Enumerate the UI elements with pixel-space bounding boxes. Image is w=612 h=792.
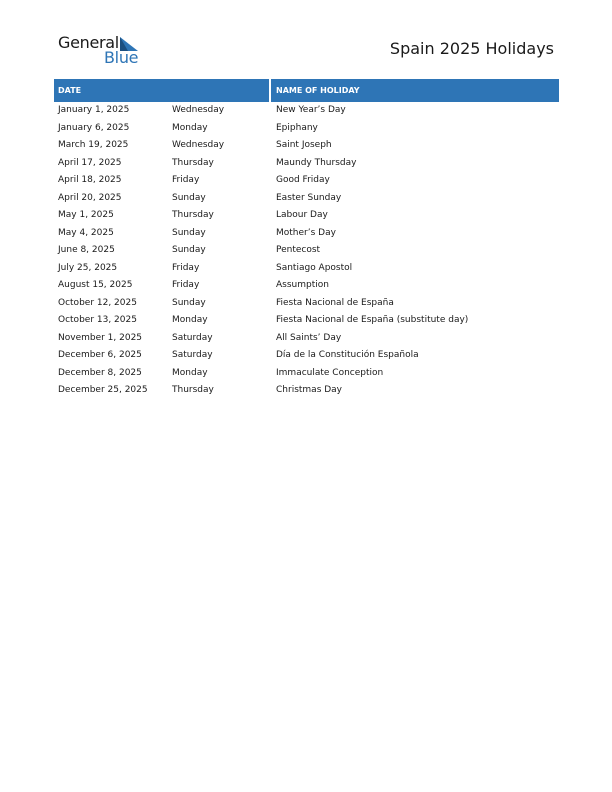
logo-word-blue: Blue	[104, 48, 139, 67]
holiday-weekday: Saturday	[172, 350, 213, 360]
holiday-date: December 25, 2025	[58, 385, 148, 395]
holiday-date: January 6, 2025	[58, 122, 130, 133]
holiday-date: March 19, 2025	[58, 140, 129, 150]
holiday-weekday: Sunday	[172, 227, 206, 238]
table-row	[54, 330, 559, 348]
table-row	[54, 242, 559, 260]
holiday-weekday: Wednesday	[172, 140, 225, 150]
holiday-name: Christmas Day	[276, 385, 343, 395]
holiday-date: May 4, 2025	[58, 227, 114, 238]
holiday-date: January 1, 2025	[58, 105, 130, 115]
holiday-table	[54, 79, 559, 400]
holiday-weekday: Friday	[172, 175, 200, 185]
table-header	[54, 79, 559, 102]
holiday-name: Mother’s Day	[276, 227, 336, 238]
table-row	[54, 365, 559, 383]
table-row	[54, 102, 559, 120]
holiday-date: October 12, 2025	[58, 297, 137, 308]
holiday-name: Assumption	[276, 280, 329, 290]
holiday-name: Good Friday	[276, 175, 330, 185]
holiday-weekday: Sunday	[172, 192, 206, 203]
holiday-name: Maundy Thursday	[276, 157, 357, 168]
holiday-name: Fiesta Nacional de España (substitute day)	[276, 315, 469, 325]
table-row	[54, 207, 559, 225]
table-row	[54, 347, 559, 365]
holiday-name: All Saints’ Day	[276, 332, 342, 343]
holiday-name: Día de la Constitución Española	[276, 350, 419, 360]
table-body	[54, 102, 559, 400]
holiday-date: December 8, 2025	[58, 367, 142, 378]
holiday-date: April 17, 2025	[58, 157, 122, 168]
holiday-weekday: Friday	[172, 280, 200, 290]
table-row	[54, 137, 559, 155]
table-row	[54, 312, 559, 330]
holiday-weekday: Monday	[172, 367, 208, 378]
table-row	[54, 155, 559, 173]
holiday-date: April 20, 2025	[58, 192, 122, 203]
table-row	[54, 382, 559, 400]
holiday-weekday: Friday	[172, 262, 200, 273]
holiday-date: June 8, 2025	[58, 245, 115, 255]
column-header-holiday-name: NAME OF HOLIDAY	[276, 86, 360, 95]
holiday-name: Immaculate Conception	[276, 367, 384, 378]
holiday-name: New Year’s Day	[276, 105, 346, 115]
table-row	[54, 190, 559, 208]
holiday-name: Labour Day	[276, 210, 328, 220]
holiday-date: November 1, 2025	[58, 332, 143, 343]
page-title: Spain 2025 Holidays	[389, 39, 554, 58]
table-row	[54, 120, 559, 138]
header-divider	[269, 79, 271, 102]
holiday-date: April 18, 2025	[58, 175, 122, 185]
holiday-name: Saint Joseph	[276, 140, 332, 150]
holiday-name: Fiesta Nacional de España	[276, 297, 394, 308]
holiday-weekday: Wednesday	[172, 105, 225, 115]
holiday-date: July 25, 2025	[58, 262, 118, 273]
table-row	[54, 225, 559, 243]
holiday-weekday: Thursday	[172, 157, 214, 168]
holiday-weekday: Thursday	[172, 385, 214, 395]
holiday-name: Easter Sunday	[276, 192, 342, 203]
brand-logo	[58, 34, 148, 68]
holiday-date: May 1, 2025	[58, 210, 114, 220]
table-row	[54, 295, 559, 313]
holiday-weekday: Thursday	[172, 210, 214, 220]
holiday-date: August 15, 2025	[58, 280, 133, 290]
holiday-weekday: Monday	[172, 122, 208, 133]
holiday-weekday: Monday	[172, 315, 208, 325]
holiday-date: October 13, 2025	[58, 315, 137, 325]
holiday-name: Pentecost	[276, 245, 321, 255]
holiday-weekday: Sunday	[172, 297, 206, 308]
holiday-weekday: Saturday	[172, 332, 213, 343]
column-header-date: DATE	[58, 86, 82, 95]
table-row	[54, 277, 559, 295]
holiday-weekday: Sunday	[172, 245, 206, 255]
holiday-name: Santiago Apostol	[276, 262, 353, 273]
logo-word-general: General	[58, 33, 119, 52]
table-row	[54, 260, 559, 278]
table-row	[54, 172, 559, 190]
holiday-date: December 6, 2025	[58, 350, 142, 360]
holiday-name: Epiphany	[276, 122, 318, 133]
